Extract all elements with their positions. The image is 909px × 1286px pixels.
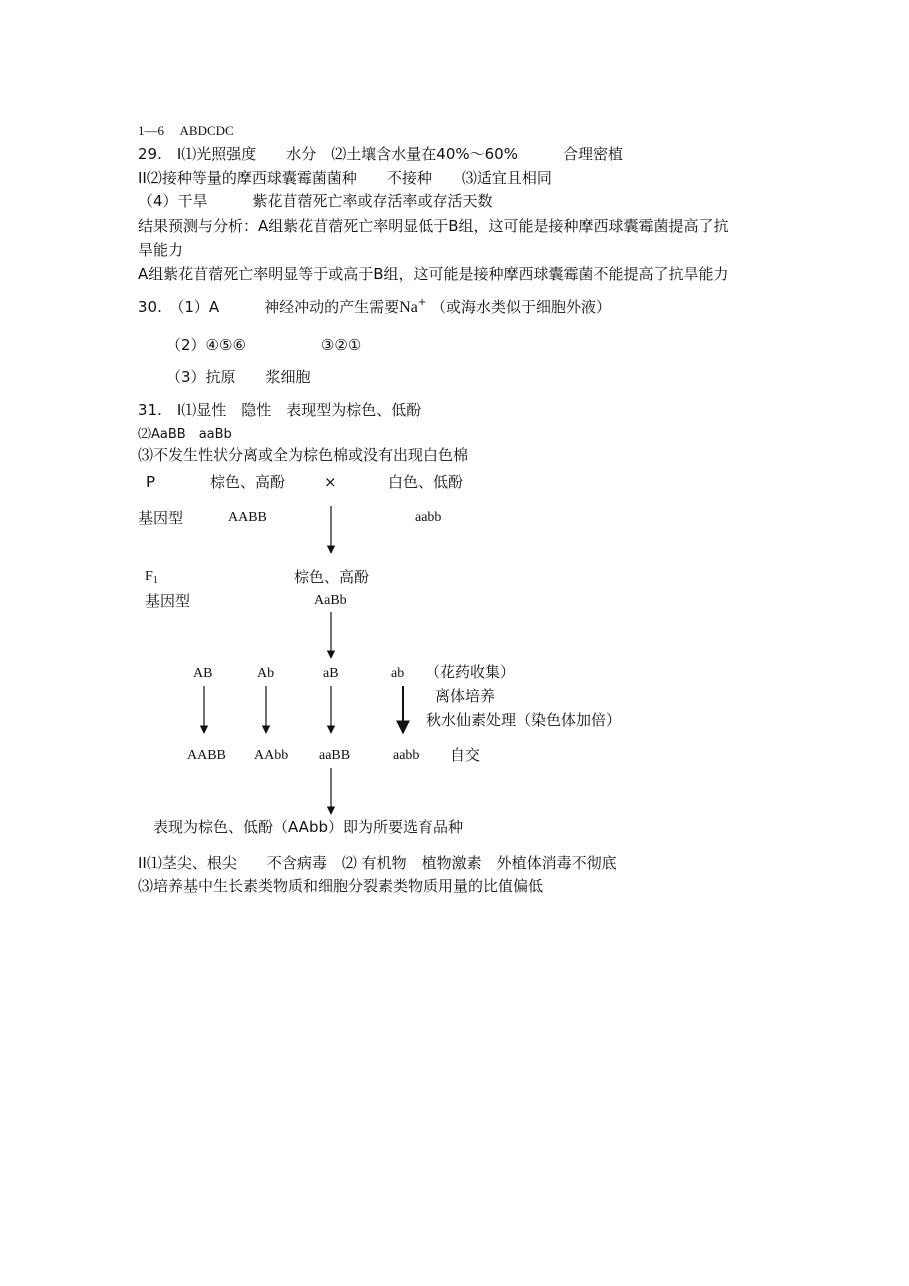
answer-line-1-6: 1—6 ABDCDC (138, 123, 234, 138)
q29-line-a: 29. I⑴光照强度 水分 ⑵土壤含水量在40%～60% 合理密植 (138, 145, 623, 163)
q29-line-e: 旱能力 (138, 241, 184, 259)
selection-result: 表现为棕色、低酚（AAbb）即为所要选育品种 (153, 818, 463, 836)
f1-genotype: AaBb (314, 593, 347, 608)
gamete-aB: aB (323, 666, 339, 681)
p-left-genotype: AABB (228, 510, 267, 525)
q29-line-d: 结果预测与分析：A组紫花苜蓿死亡率明显低于B组，这可能是接种摩西球囊霉菌提高了抗 (138, 217, 729, 235)
doubled-AABB: AABB (187, 748, 226, 763)
q30-line-c: （3）抗原 浆细胞 (166, 368, 311, 386)
genotype-label: 基因型 (138, 509, 184, 527)
q29-line-c: （4）干旱 紫花苜蓿死亡率或存活率或存活天数 (138, 192, 493, 210)
p-right-phenotype: 白色、低酚 (388, 473, 464, 491)
cross-symbol: × (324, 473, 337, 491)
q31-ii-line-a: II⑴茎尖、根尖 不含病毒 ⑵ 有机物 植物激素 外植体消毒不彻底 (138, 854, 617, 872)
q31-line-b: ⑵AaBB aaBb (138, 427, 232, 442)
gamete-ab: ab (391, 666, 405, 681)
step-in-vitro-culture: 离体培养 (435, 687, 496, 705)
sodium-ion-symbol: Na (399, 299, 418, 316)
q31-line-a: 31. I⑴显性 隐性 表现型为棕色、低酚 (138, 401, 422, 419)
q30-text-pre: 30. （1）A 神经冲动的产生需要 (138, 298, 400, 316)
q30-text-post: （或海水类似于细胞外液） (431, 298, 612, 316)
f1-phenotype: 棕色、高酚 (294, 568, 370, 586)
f1-subscript: 1 (152, 575, 158, 586)
gamete-Ab: Ab (257, 666, 275, 681)
step-colchicine: 秋水仙素处理（染色体加倍） (426, 711, 622, 729)
doubled-aabb: aabb (393, 748, 420, 763)
p-generation-label: P (146, 473, 156, 491)
f1-letter: F (145, 569, 153, 584)
p-left-phenotype: 棕色、高酚 (210, 473, 286, 491)
q29-line-b: II⑵接种等量的摩西球囊霉菌菌种 不接种 ⑶适宜且相同 (138, 169, 552, 187)
p-right-genotype: aabb (415, 510, 442, 525)
q29-line-f: A组紫花苜蓿死亡率明显等于或高于B组，这可能是接种摩西球囊霉菌不能提高了抗旱能力 (138, 265, 729, 283)
q30-line-b: （2）④⑤⑥ ③②① (166, 336, 362, 354)
gamete-AB: AB (193, 666, 213, 681)
f1-genotype-label: 基因型 (145, 592, 191, 610)
step-anther-collection: （花药收集） (425, 663, 516, 681)
q31-line-c: ⑶不发生性状分离或全为棕色棉或没有出现白色棉 (138, 446, 469, 464)
q31-ii-line-b: ⑶培养基中生长素类物质和细胞分裂素类物质用量的比值偏低 (138, 877, 544, 895)
sodium-ion-charge: + (417, 297, 427, 308)
self-cross-label: 自交 (450, 746, 481, 764)
doubled-aaBB: aaBB (319, 748, 351, 763)
doubled-AAbb: AAbb (254, 748, 289, 763)
